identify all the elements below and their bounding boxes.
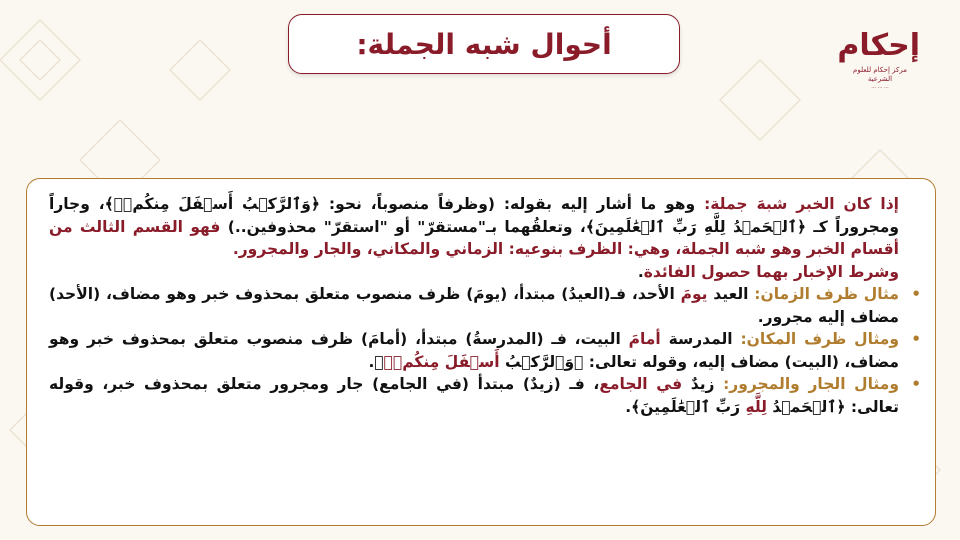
example-highlight-2: أَسۡفَلَ مِنكُمۡۚ — [383, 352, 500, 371]
example-highlight: أمامَ — [628, 330, 661, 348]
bullet-icon: • — [911, 285, 921, 303]
intro-text: وهو ما أشار إليه بقوله: (وظرفاً منصوباً، نحو: ﴿وَٱلرَّكۡبُ أَسۡفَلَ مِنكُمۡۚ﴾، وجاراً ومجروراً كـ ﴿ٱلۡحَمۡدُ لِلَّهِ رَبِّ ٱلۡعَٰلَمِينَ﴾، وتعلقُهما بـ"مستقرّ" أو "استقرّ" محذوفين..) — [49, 195, 899, 236]
bullet-icon: • — [911, 375, 921, 393]
logo-subtitle: مركز إحكام للعلوم الشرعية — [853, 66, 907, 83]
condition-period: . — [637, 262, 644, 281]
example-highlight: في الجامع — [599, 375, 683, 393]
intro-label: إذا كان الخبر شبهَ جملة: — [704, 195, 899, 213]
condition-paragraph — [49, 261, 899, 284]
intro-highlight: فهو القسم الثالث من أقسام الخبر وهو شبه الجملة، وهي: الظرف بنوعيه: الزماني والمكاني، والجار والمجرور. — [49, 217, 899, 258]
brand-logo — [837, 26, 920, 96]
example-post: البيت، فـ (المدرسةُ) مبتدأ، (أمامَ) ظرف منصوب متعلق بمحذوف خبر وهو مضاف، (البيت) مضاف إليه، وقوله تعالى: ﴿وَٱلرَّكۡبُ — [49, 330, 899, 371]
example-post: ، فـ (زيدٌ) مبتدأ (في الجامع) جار ومجرور متعلق بمحذوف خبر، وقوله تعالى: ﴿ٱلۡحَمۡدُ — [49, 375, 899, 416]
example-label: مثال ظرف الزمان: — [754, 285, 899, 303]
example-label: ومثال الجار والمجرور: — [723, 375, 899, 393]
title-box — [288, 14, 680, 74]
intro-paragraph — [49, 193, 899, 261]
condition-text: وشرط الإخبار بهما حصول الفائدة — [643, 262, 899, 281]
bullet-icon: • — [911, 330, 921, 348]
example-time-adverb — [49, 283, 921, 328]
examples-list — [49, 283, 921, 418]
logo-dots: ... ... ... — [871, 84, 889, 90]
example-label: ومثال ظرف المكان: — [740, 330, 900, 348]
example-pre: المدرسة — [660, 330, 741, 348]
example-pre: زيدٌ — [682, 375, 724, 393]
logo-wordmark: إحكام — [837, 28, 920, 63]
example-highlight: يومَ — [680, 285, 708, 303]
example-pre: العيد — [707, 285, 755, 303]
example-highlight-2: لِلَّهِ — [745, 397, 767, 416]
example-prepositional — [49, 373, 921, 418]
content-box — [26, 178, 936, 526]
example-post: الأحد، فـ(العيدُ) مبتدأ، (يومَ) ظرف منصوب متعلق بمحذوف خبر وهو مضاف، (الأحد) مضاف إليه مجرور. — [49, 285, 899, 326]
example-post-2: ﴾. — [368, 352, 384, 371]
example-place-adverb — [49, 328, 921, 373]
example-post-2: رَبِّ ٱلۡعَٰلَمِينَ﴾. — [625, 397, 746, 416]
slide-title: أحوال شبه الجملة: — [356, 27, 612, 61]
